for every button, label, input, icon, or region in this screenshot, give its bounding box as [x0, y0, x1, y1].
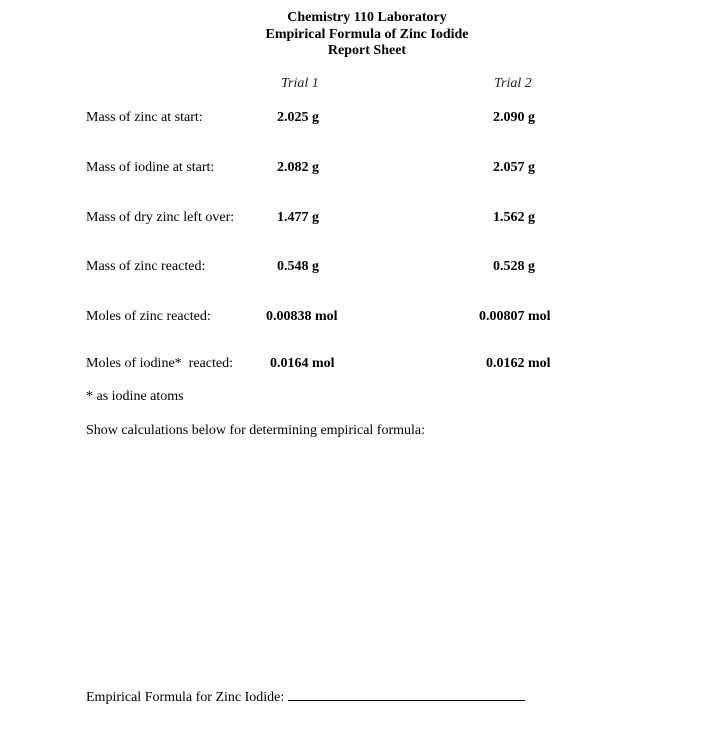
- trial-2-mass-zinc-start: 2.090 g: [493, 110, 535, 125]
- trial-1-mass-zinc-reacted: 0.548 g: [277, 259, 319, 274]
- row-label-mass-zinc-start: Mass of zinc at start:: [86, 110, 203, 125]
- trial-2-moles-zinc-reacted: 0.00807 mol: [479, 309, 551, 324]
- row-label-moles-zinc-reacted: Moles of zinc reacted:: [86, 309, 211, 324]
- trial-2-mass-zinc-left: 1.562 g: [493, 210, 535, 225]
- calculation-instructions: Show calculations below for determining empirical formula:: [86, 423, 426, 438]
- row-label-mass-zinc-reacted: Mass of zinc reacted:: [86, 259, 206, 274]
- row-label-mass-iodine-start: Mass of iodine at start:: [86, 160, 215, 175]
- report-header: [0, 10, 717, 60]
- row-label-mass-zinc-left: Mass of dry zinc left over:: [86, 210, 235, 225]
- trial-2-mass-zinc-reacted: 0.528 g: [493, 259, 535, 274]
- trial-1-mass-zinc-left: 1.477 g: [277, 210, 319, 225]
- trial-1-mass-zinc-start: 2.025 g: [277, 110, 319, 125]
- trial-2-moles-iodine-reacted: 0.0162 mol: [486, 356, 551, 371]
- trial-1-moles-iodine-reacted: 0.0164 mol: [270, 356, 335, 371]
- trial-2-mass-iodine-start: 2.057 g: [493, 160, 535, 175]
- empirical-formula-label: Empirical Formula for Zinc Iodide:: [86, 690, 285, 705]
- trial-2-heading: Trial 2: [494, 76, 532, 91]
- trial-1-moles-zinc-reacted: 0.00838 mol: [266, 309, 338, 324]
- empirical-formula-blank[interactable]: [288, 686, 525, 701]
- row-label-moles-iodine-reacted: Moles of iodine* reacted:: [86, 356, 233, 371]
- footnote: * as iodine atoms: [86, 389, 184, 404]
- report-sheet-title: Report Sheet: [327, 43, 407, 58]
- empirical-formula-answer: [86, 686, 525, 706]
- trial-1-mass-iodine-start: 2.082 g: [277, 160, 319, 175]
- course-title: Chemistry 110 Laboratory: [287, 10, 447, 25]
- experiment-title: Empirical Formula of Zinc Iodide: [265, 26, 469, 42]
- trial-1-heading: Trial 1: [281, 76, 319, 91]
